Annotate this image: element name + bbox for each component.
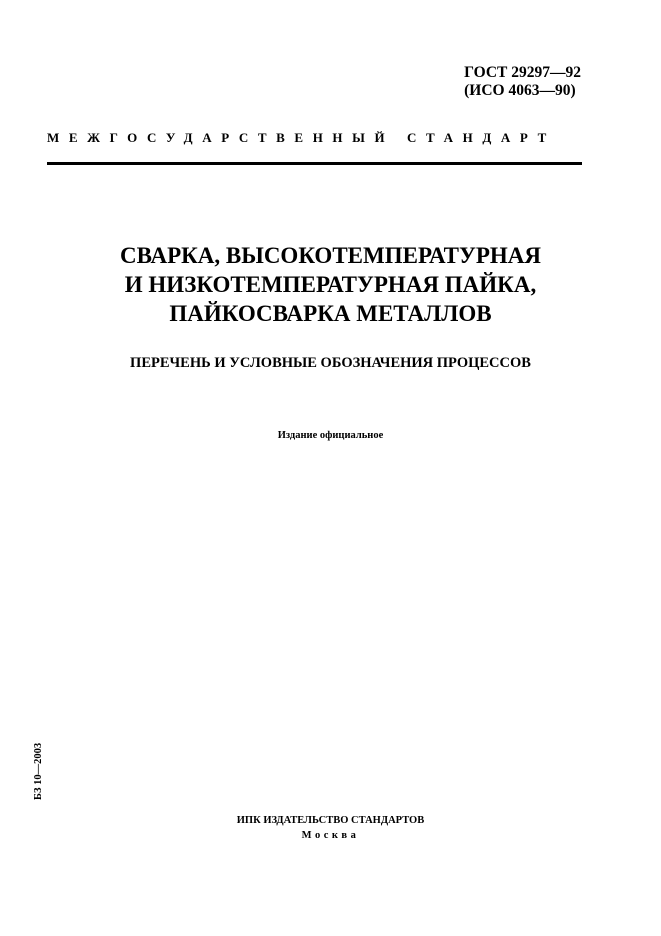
publisher-block: [0, 813, 661, 843]
publisher-city: Москва: [301, 830, 360, 841]
side-code: БЗ 10—2003: [33, 742, 44, 800]
standard-number: ГОСТ 29297—92: [464, 64, 581, 81]
publisher-name: ИПК ИЗДАТЕЛЬСТВО СТАНДАРТОВ: [236, 815, 425, 826]
standard-designation: [464, 64, 581, 100]
title-line-1: СВАРКА, ВЫСОКОТЕМПЕРАТУРНАЯ: [119, 243, 542, 268]
title-line-2: И НИЗКОТЕМПЕРАТУРНАЯ ПАЙКА,: [124, 272, 537, 297]
header-divider: [47, 162, 582, 165]
edition-note: Издание официальное: [277, 430, 384, 441]
iso-number: (ИСО 4063—90): [464, 82, 576, 99]
title-line-3: ПАЙКОСВАРКА МЕТАЛЛОВ: [169, 301, 492, 326]
document-subtitle: ПЕРЕЧЕНЬ И УСЛОВНЫЕ ОБОЗНАЧЕНИЯ ПРОЦЕССОВ: [130, 355, 531, 371]
document-title: [0, 241, 661, 328]
standard-type-heading: МЕЖГОСУДАРСТВЕННЫЙ СТАНДАРТ: [47, 130, 556, 145]
